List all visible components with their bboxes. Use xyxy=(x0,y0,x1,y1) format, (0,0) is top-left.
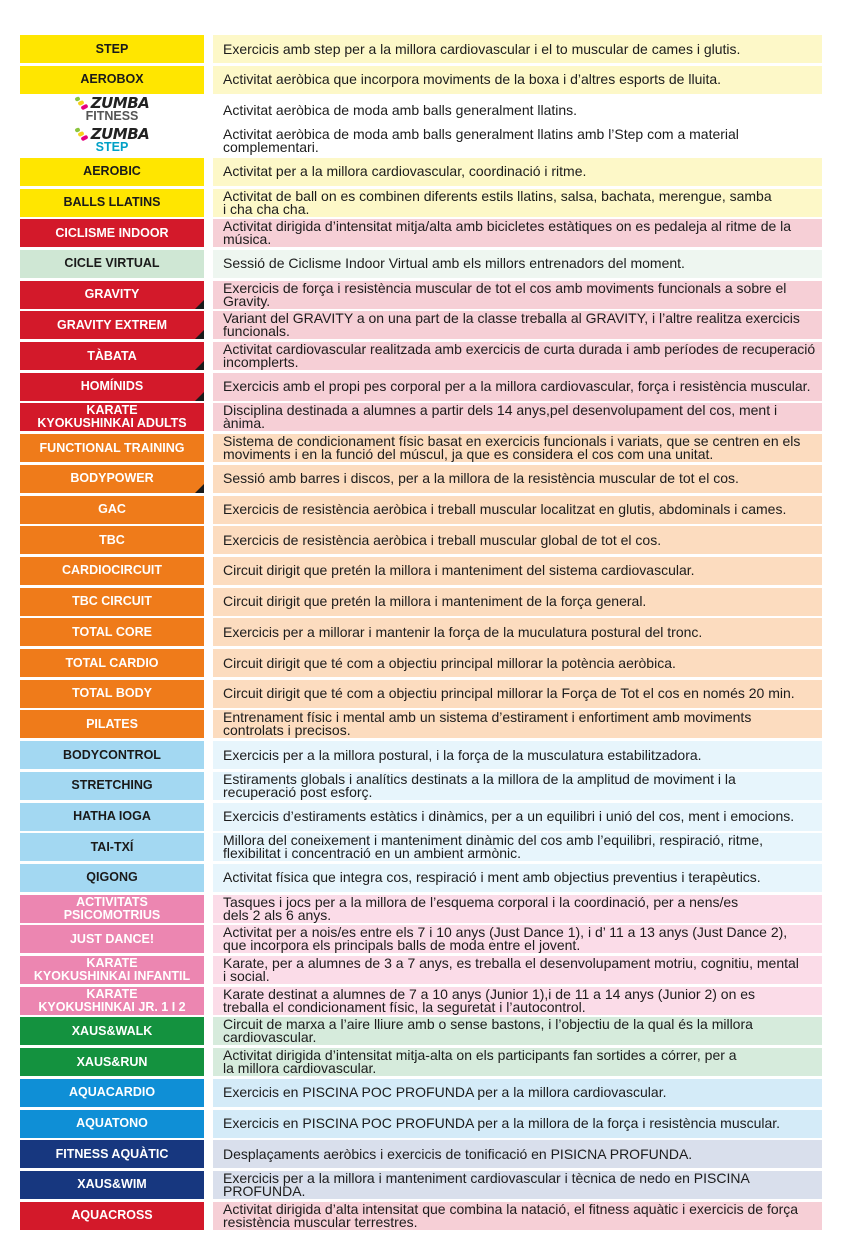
activity-description-line: Circuit dirigit que pretén la millora i manteniment del sistema cardiovascular. xyxy=(223,562,695,579)
activity-label xyxy=(20,618,204,646)
activity-description-line: Exercicis amb step per a la millora cardiovascular i el to muscular de cames i glutis. xyxy=(223,40,741,57)
activity-description xyxy=(213,864,822,892)
activity-description-line: Activitat dirigida d’intensitat mitja/alta amb bicicletes estàtiques on es pedaleja al ritme de la xyxy=(223,218,792,235)
activity-label xyxy=(20,189,204,217)
activity-description xyxy=(213,1079,822,1107)
activity-description xyxy=(213,925,822,953)
activity-description xyxy=(213,311,822,339)
zumba-logo-icon xyxy=(75,97,88,110)
activity-description xyxy=(213,803,822,831)
activity-label xyxy=(20,250,204,278)
table-row xyxy=(20,1079,822,1107)
activity-label-line: KYOKUSHINKAI INFANTIL xyxy=(33,969,191,983)
activity-description xyxy=(213,649,822,677)
activity-description-line: recuperació post esforç. xyxy=(223,783,373,800)
activity-label-line: KARATE xyxy=(86,403,138,418)
activity-label-line: AEROBOX xyxy=(80,72,144,87)
activity-description-line: i cha cha cha. xyxy=(223,200,310,217)
activity-label xyxy=(20,66,204,94)
activity-description-line: Activitat física que integra cos, respiració i ment amb objectius preventius i terapèutics. xyxy=(223,869,761,886)
table-row xyxy=(20,281,822,309)
zumba-sub-label: FITNESS xyxy=(85,109,139,124)
activity-description xyxy=(213,1171,822,1199)
table-row xyxy=(20,35,822,63)
activity-description xyxy=(213,956,822,984)
activity-description xyxy=(213,35,822,63)
activity-label-line: CICLISME INDOOR xyxy=(55,225,169,240)
table-row xyxy=(20,342,822,370)
activity-description-line: Activitat dirigida d’alta intensitat que combina la natació, el fitness aquàtic i exercicis de força xyxy=(223,1200,799,1217)
activity-label xyxy=(20,434,204,462)
table-row xyxy=(20,803,822,831)
activity-label xyxy=(20,680,204,708)
activity-description-line: Exercicis per a millorar i mantenir la força de la muculatura postural del tronc. xyxy=(223,623,703,640)
activity-description-line: Circuit de marxa a l’aire lliure amb o sense bastons, i l’objectiu de la qual és la millora xyxy=(223,1016,753,1033)
activity-description-line: Sistema de condicionament físic basat en exercicis funcionals i variats, que se centren en els xyxy=(223,433,801,450)
activity-description xyxy=(213,895,822,923)
zumba-logo-icon xyxy=(75,128,88,141)
activity-label-line: TBC CIRCUIT xyxy=(72,594,152,609)
table-row xyxy=(20,741,822,769)
zumba-wordmark: ZUMBA xyxy=(90,94,150,113)
activity-description-line: dels 2 als 6 anys. xyxy=(223,906,332,923)
activity-label xyxy=(20,373,204,401)
activity-description xyxy=(213,1017,822,1045)
activity-description-line: la millora cardiovascular. xyxy=(223,1060,377,1077)
table-row xyxy=(20,96,822,124)
corner-marker-icon xyxy=(195,330,204,339)
activity-label-line: BALLS LLATINS xyxy=(63,195,161,209)
activity-description-line: i social. xyxy=(223,968,270,984)
activity-description xyxy=(213,741,822,769)
activity-label xyxy=(20,465,204,493)
activity-description-line: Gravity. xyxy=(223,292,271,309)
activity-label-line: TÀBATA xyxy=(87,348,137,363)
table-row xyxy=(20,710,822,738)
activity-description xyxy=(213,1202,822,1230)
table-row xyxy=(20,127,822,155)
activity-description-line: Disciplina destinada a alumnes a partir dels 14 anys,pel desenvolupament del cos, ment i xyxy=(223,402,778,419)
table-row xyxy=(20,649,822,677)
activity-description-line: Variant del GRAVITY a on una part de la classe treballa al GRAVITY, i l’altre realitza exercicis xyxy=(223,310,800,327)
activity-description-line: Exercicis de resistència aeròbica i treball muscular localitzat en glutis, abdominals i cames. xyxy=(223,501,787,517)
activity-description xyxy=(213,588,822,616)
table-row xyxy=(20,158,822,186)
activity-description-line: Activitat aeròbica de moda amb balls generalment llatins. xyxy=(223,101,578,118)
activity-label-line: FITNESS AQUÀTIC xyxy=(55,1146,169,1161)
activity-label xyxy=(20,1048,204,1076)
activity-label xyxy=(20,557,204,585)
activity-description xyxy=(213,496,822,524)
table-row xyxy=(20,588,822,616)
activity-description-line: Entrenament físic i mental amb un sistema d’estirament i enfortiment amb moviments xyxy=(223,709,752,726)
activity-description xyxy=(213,250,822,278)
corner-marker-icon xyxy=(195,361,204,370)
activity-label xyxy=(20,864,204,892)
activity-label xyxy=(20,1110,204,1138)
activity-description-line: Activitat aeròbica de moda amb balls generalment llatins amb l’Step com a material xyxy=(223,126,739,143)
activity-label-line: KARATE xyxy=(86,956,138,970)
activity-label xyxy=(20,833,204,861)
activity-label-line: CICLE VIRTUAL xyxy=(64,256,160,271)
activity-description xyxy=(213,373,822,401)
activity-label-line: XAUS&RUN xyxy=(76,1054,148,1069)
table-row xyxy=(20,465,822,493)
activity-description-line: Exercicis d’estiraments estàtics i dinàmics, per a un equilibri i unió del cos, ment i emocions. xyxy=(223,808,795,824)
activity-label-line: CARDIOCIRCUIT xyxy=(62,563,162,578)
activity-description xyxy=(213,618,822,646)
table-row xyxy=(20,189,822,217)
activity-label-line: BODYPOWER xyxy=(70,471,154,486)
activity-label xyxy=(20,526,204,554)
table-row xyxy=(20,925,822,953)
activity-label-line: AQUACARDIO xyxy=(68,1085,156,1100)
table-row xyxy=(20,680,822,708)
activity-description xyxy=(213,434,822,462)
activity-description-line: Activitat per a nois/es entre els 7 i 10 anys (Just Dance 1), i d’ 11 a 13 anys (Just Dance 2), xyxy=(223,924,788,941)
table-row xyxy=(20,311,822,339)
activity-description xyxy=(213,219,822,247)
activity-label xyxy=(20,1140,204,1168)
activity-label xyxy=(20,1017,204,1045)
activity-label-line: ACTIVITATS xyxy=(76,894,148,909)
activity-label xyxy=(20,741,204,769)
activity-description-line: Activitat de ball on es combinen diferents estils llatins, salsa, bachata, merengue, samba xyxy=(223,187,772,204)
activity-description-line: moviments i en la funció del múscul, ja que es considera el cos com una unitat. xyxy=(223,446,714,463)
table-row xyxy=(20,1202,822,1230)
activity-label-line: TOTAL BODY xyxy=(72,686,152,701)
activity-label-line: TOTAL CARDIO xyxy=(65,655,159,670)
table-row xyxy=(20,373,822,401)
activity-label-line: TBC xyxy=(99,532,125,547)
activity-label-line: TOTAL CORE xyxy=(72,624,152,639)
table-row xyxy=(20,1048,822,1076)
activity-description-line: Desplaçaments aeròbics i exercicis de tonificació en PISICNA PROFUNDA. xyxy=(223,1145,693,1162)
activity-description-line: Millora del coneixement i manteniment dinàmic del cos amb l’equilibri, respiració, ritme, xyxy=(223,832,763,849)
activity-label xyxy=(20,772,204,800)
activity-label-line: STRETCHING xyxy=(71,778,153,793)
activity-label xyxy=(20,956,204,984)
activity-description xyxy=(213,1140,822,1168)
activity-description-line: Karate, per a alumnes de 3 a 7 anys, es treballa el desenvolupament motriu, cognitiu, mental xyxy=(223,955,799,971)
activity-description-line: Estiraments globals i analítics destinats a la millora de la amplitud de moviment i la xyxy=(223,770,736,787)
activity-description-line: Exercicis de força i resistència muscular de tot el cos amb moviments funcionals a sobre el xyxy=(223,279,787,296)
activity-description-line: Activitat dirigida d’intensitat mitja-alta on els participants fan sortides a córrer, per a xyxy=(223,1047,737,1064)
activity-label-line: AQUACROSS xyxy=(71,1208,153,1223)
table-row xyxy=(20,1140,822,1168)
table-row xyxy=(20,772,822,800)
activity-description xyxy=(213,66,822,94)
activity-description-line: controlats i precisos. xyxy=(223,722,351,739)
activity-label-line: PSICOMOTRIUS xyxy=(63,907,161,922)
activity-description xyxy=(213,127,822,155)
table-row xyxy=(20,895,822,923)
activity-label-line: XAUS&WALK xyxy=(71,1023,153,1038)
activity-description xyxy=(213,403,822,431)
activity-description-line: resistència muscular terrestres. xyxy=(223,1213,418,1230)
activity-description xyxy=(213,1048,822,1076)
activity-description-line: treballa el condicionament físic, la seguretat i l’autocontrol. xyxy=(223,998,586,1015)
activity-description-line: PROFUNDA. xyxy=(223,1182,306,1199)
activity-label-line: GAC xyxy=(98,502,126,516)
activity-label xyxy=(20,1079,204,1107)
activity-description xyxy=(213,526,822,554)
table-row xyxy=(20,66,822,94)
table-row xyxy=(20,403,822,431)
activity-label xyxy=(20,803,204,831)
activity-description-line: ànima. xyxy=(223,415,266,432)
activity-label-line: GRAVITY xyxy=(84,287,140,302)
activity-label-line: PILATES xyxy=(86,716,138,731)
activity-description xyxy=(213,342,822,370)
zumba-wordmark: ZUMBA xyxy=(90,125,150,144)
activity-description-line: Exercicis per a la millora i manteniment cardiovascular i tècnica de nedo en PISCINA xyxy=(223,1169,750,1186)
activity-description xyxy=(213,833,822,861)
table-row xyxy=(20,987,822,1015)
activity-description xyxy=(213,557,822,585)
activity-label xyxy=(20,219,204,247)
activity-label-line: KYOKUSHINKAI JR. 1 I 2 xyxy=(38,999,186,1014)
activity-label xyxy=(20,925,204,953)
activity-description-line: Sessió amb barres i discos, per a la millora de la resistència muscular de tot el cos. xyxy=(223,470,739,487)
table-row xyxy=(20,557,822,585)
activity-label xyxy=(20,588,204,616)
table-row xyxy=(20,1110,822,1138)
activity-label-line: BODYCONTROL xyxy=(63,747,161,762)
activity-description xyxy=(213,189,822,217)
activity-label xyxy=(20,403,204,431)
activity-description-line: Sessió de Ciclisme Indoor Virtual amb els millors entrenadors del moment. xyxy=(223,255,685,272)
activity-label xyxy=(20,1202,204,1230)
activity-description-line: que incorpora els principals balls de moda entre el jovent. xyxy=(223,937,581,954)
table-row xyxy=(20,1017,822,1045)
activity-description-line: Exercicis per a la millora postural, i la força de la musculatura estabilitzadora. xyxy=(223,746,702,763)
activity-label-line: FUNCTIONAL TRAINING xyxy=(39,440,185,455)
table-row xyxy=(20,956,822,984)
activity-description-line: Activitat aeròbica que incorpora moviments de la boxa i d’altres esports de lluita. xyxy=(223,71,722,88)
activity-description-line: Karate destinat a alumnes de 7 a 10 anys (Junior 1),i de 11 a 14 anys (Junior 2) on es xyxy=(223,985,756,1002)
corner-marker-icon xyxy=(195,484,204,493)
activity-label xyxy=(20,281,204,309)
table-row xyxy=(20,526,822,554)
activity-description-line: incomplerts. xyxy=(223,354,299,370)
table-row xyxy=(20,250,822,278)
activity-description xyxy=(213,680,822,708)
activity-label xyxy=(20,127,204,155)
activity-description-line: música. xyxy=(223,231,272,248)
activity-description xyxy=(213,96,822,124)
activity-label xyxy=(20,158,204,186)
activity-label-line: XAUS&WIM xyxy=(77,1177,147,1192)
activity-description xyxy=(213,1110,822,1138)
activity-label-line: QIGONG xyxy=(86,870,138,885)
activity-label xyxy=(20,649,204,677)
activity-label xyxy=(20,895,204,923)
activity-label xyxy=(20,311,204,339)
activity-description-line: funcionals. xyxy=(223,323,290,340)
activity-description-line: Exercicis de resistència aeròbica i treball muscular global de tot el cos. xyxy=(223,531,662,548)
activity-label-line: JUST DANCE! xyxy=(69,931,155,946)
table-row xyxy=(20,1171,822,1199)
activity-label-line: HOMÍNIDS xyxy=(80,379,144,394)
activity-label xyxy=(20,342,204,370)
activity-label-line: HATHA IOGA xyxy=(73,809,151,823)
activity-description xyxy=(213,158,822,186)
table-row xyxy=(20,434,822,462)
activity-description-line: Activitat cardiovascular realitzada amb exercicis de curta durada i amb períodes de recuperació xyxy=(223,341,816,357)
activity-description-line: Tasques i jocs per a la millora de l’esquema corporal i la coordinació, per a nens/es xyxy=(223,893,739,910)
activity-description-line: cardiovascular. xyxy=(223,1029,317,1046)
activity-label-line: KYOKUSHINKAI ADULTS xyxy=(37,416,187,431)
activity-description xyxy=(213,772,822,800)
activity-description-line: complementari. xyxy=(223,139,319,156)
activity-label xyxy=(20,710,204,738)
activity-label xyxy=(20,1171,204,1199)
activity-label xyxy=(20,987,204,1015)
activity-description xyxy=(213,710,822,738)
activity-label xyxy=(20,496,204,524)
activity-description-line: Exercicis en PISCINA POC PROFUNDA per a la millora de la força i resistència muscular. xyxy=(223,1115,781,1131)
activity-label-line: KARATE xyxy=(86,986,138,1001)
activity-description-line: Activitat per a la millora cardiovascular, coordinació i ritme. xyxy=(223,163,587,180)
activity-description xyxy=(213,987,822,1015)
activity-label-line: AQUATONO xyxy=(76,1116,148,1130)
activity-description-line: Exercicis amb el propi pes corporal per a la millora cardiovascular, força i resistència muscular. xyxy=(223,378,811,395)
table-row xyxy=(20,864,822,892)
corner-marker-icon xyxy=(195,392,204,401)
activity-label xyxy=(20,96,204,124)
table-row xyxy=(20,496,822,524)
activity-label-line: GRAVITY EXTREM xyxy=(57,317,167,332)
table-row xyxy=(20,219,822,247)
activity-description-line: Circuit dirigit que té com a objectiu principal millorar la Força de Tot el cos en només 20 min. xyxy=(223,685,795,702)
activity-description-line: Exercicis en PISCINA POC PROFUNDA per a la millora cardiovascular. xyxy=(223,1084,667,1101)
activity-label-line: TAI-TXÍ xyxy=(90,839,134,854)
corner-marker-icon xyxy=(195,300,204,309)
activity-description xyxy=(213,465,822,493)
activity-label-line: STEP xyxy=(95,41,129,56)
table-row xyxy=(20,833,822,861)
activity-description-line: Circuit dirigit que pretén la millora i manteniment de la força general. xyxy=(223,593,647,610)
table-row xyxy=(20,618,822,646)
activity-description xyxy=(213,281,822,309)
zumba-sub-label: STEP xyxy=(95,140,129,155)
activity-description-line: flexibilitat i concentració en un ambient armònic. xyxy=(223,845,522,862)
activity-description-line: Circuit dirigit que té com a objectiu principal millorar la potència aeròbica. xyxy=(223,654,676,671)
activity-label xyxy=(20,35,204,63)
activity-label-line: AEROBIC xyxy=(83,164,141,179)
